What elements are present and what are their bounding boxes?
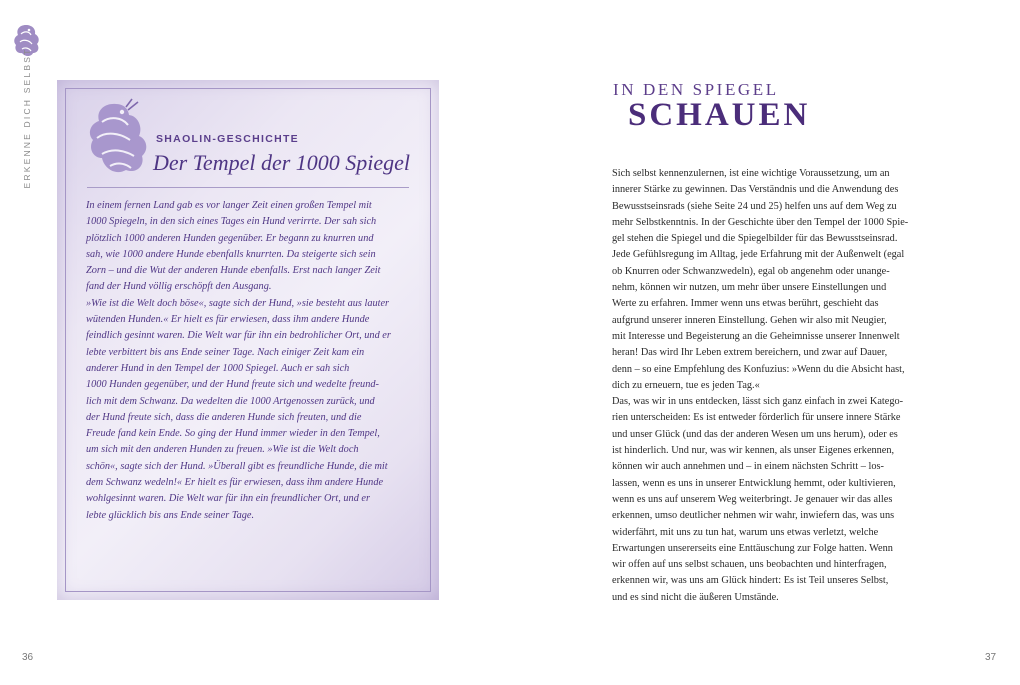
body-line: denn – so eine Empfehlung des Konfuzius: »Wenn du die Absicht hast, — [612, 363, 905, 375]
story-line: fand der Hund völlig erschöpft den Ausgang. — [86, 281, 272, 293]
body-line: und unser Glück (und das der anderen Wesen um uns herum), oder es — [612, 428, 898, 440]
body-line: Jede Gefühlsregung im Alltag, jede Erfahrung mit der Außenwelt (egal — [612, 249, 905, 261]
page-number-right: 37 — [985, 652, 997, 663]
body-line: heran! Das wird Ihr Leben extrem bereichern, und zwar auf Dauer, — [612, 347, 888, 359]
section-heading: SCHAUEN — [628, 97, 811, 133]
story-line: um sich mit den anderen Hunden zu freuen. »Wie ist die Welt doch — [86, 444, 359, 456]
story-line: Freude fand kein Ende. So ging der Hund immer wieder in den Tempel, — [86, 428, 380, 440]
body-line: Das, was wir in uns entdecken, lässt sich ganz einfach in zwei Katego- — [612, 396, 904, 408]
body-line: erkennen, umso deutlicher nehmen wir wahr, inwiefern das, was uns — [612, 510, 895, 522]
story-kicker: SHAOLIN-GESCHICHTE — [156, 133, 299, 145]
story-line: der Hund freute sich, dass die anderen Hunde sich freuten, und die — [86, 411, 362, 423]
body-line: nehm, können wir nutzen, um mehr über unsere Einstellungen und — [612, 282, 887, 294]
body-line: und es sind nicht die äußeren Umstände. — [612, 591, 779, 603]
body-line: Sich selbst kennenzulernen, ist eine wichtige Voraussetzung, um an — [612, 168, 890, 179]
story-line: »Wie ist die Welt doch böse«, sagte sich der Hund, »sie besteht aus lauter — [86, 297, 390, 309]
body-line: wir offen auf uns selbst schauen, uns beobachten und hinterfragen, — [612, 559, 887, 571]
story-line: feindlich gesinnt waren. Die Welt war für ihn ein bedrohlicher Ort, und er — [86, 330, 391, 342]
story-line: 1000 Spiegeln, in den sich eines Tages ein Hund verirrte. Der sah sich — [86, 216, 377, 228]
body-line: lassen, wenn es uns in unserer Entwicklung hemmt, oder kultivieren, — [612, 477, 896, 489]
body-line: aufgrund unserer inneren Einstellung. Gehen wir also mit Neugier, — [612, 314, 887, 326]
body-line: mehr Selbstkenntnis. In der Geschichte über den Tempel der 1000 Spie- — [612, 216, 909, 228]
running-section-label: ERKENNE DICH SELBST — [22, 47, 32, 189]
story-line: wütenden Hunden.« Er hielt es für erwiesen, dass ihm andere Hunde — [86, 314, 370, 326]
page-number-left: 36 — [22, 652, 34, 663]
story-line: In einem fernen Land gab es vor langer Zeit einen großen Tempel mit — [86, 200, 372, 211]
body-line: widerfährt, mit uns zu tun hat, warum uns etwas verletzt, welche — [612, 526, 879, 538]
story-box — [57, 80, 439, 600]
section-heading-kicker: IN DEN SPIEGEL — [613, 80, 779, 99]
dragon-illustration-icon — [82, 98, 152, 184]
body-line: ob Knurren oder Schwanzwedeln), egal ob angenehm oder unange- — [612, 265, 890, 277]
story-text — [86, 198, 412, 524]
body-line: erkennen wir, was uns am Glück hindert: Es ist Teil unseres Selbst, — [612, 575, 889, 587]
story-line: schön«, sagte sich der Hund. »Überall gibt es freundliche Hunde, die mit — [86, 460, 388, 472]
body-line: rien unterscheiden: Es ist entweder förderlich für unsere innere Stärke — [612, 412, 901, 424]
story-line: sah, wie 1000 andere Hunde ebenfalls knurrten. Da steigerte sich sein — [86, 248, 376, 260]
story-title: Der Tempel der 1000 Spiegel — [153, 150, 411, 175]
body-line: ist hinderlich. Und nur, was wir kennen, als unser Eigenes erkennen, — [612, 445, 895, 457]
body-line: Erwartungen unsererseits eine Enttäuschung zur Folge hatten. Wenn — [612, 542, 893, 554]
article-body — [612, 166, 942, 606]
story-line: 1000 Hunden gegenüber, und der Hund freute sich und wedelte freund- — [86, 379, 379, 391]
body-line: mit Interesse und Begeisterung an die Geheimnisse unserer Innenwelt — [612, 330, 900, 342]
story-line: lich mit dem Schwanz. Da wedelten die 1000 Artgenossen zurück, und — [86, 395, 375, 407]
body-line: wenn es uns auf unserem Weg weiterbringt. Je genauer wir das alles — [612, 493, 893, 505]
story-line: plötzlich 1000 anderen Hunden gegenüber. Er begann zu knurren und — [86, 232, 374, 244]
body-line: Bewusstseinsrads (siehe Seite 24 und 25) helfen uns auf dem Weg zu — [612, 200, 897, 212]
story-line: dem Schwanz wedeln!« Er hielt es für erwiesen, dass ihm andere Hunde — [86, 477, 384, 489]
body-line: innerer Stärke zu gewinnen. Das Verständnis und die Anwendung des — [612, 184, 899, 196]
story-line: lebte glücklich bis ans Ende seiner Tage. — [86, 509, 255, 521]
story-line: anderer Hund in den Tempel der 1000 Spiegel. Auch er sah sich — [86, 362, 350, 374]
story-divider — [87, 187, 409, 188]
story-line: wohlgesinnt waren. Die Welt war für ihn ein freundlicher Ort, und er — [86, 493, 371, 505]
story-line: Zorn – und die Wut der anderen Hunde ebenfalls. Erst nach langer Zeit — [86, 265, 381, 277]
story-line: lebte verbittert bis ans Ende seiner Tage. Nach einiger Zeit kam ein — [86, 346, 365, 358]
body-line: können wir auch annehmen und – in einem nächsten Schritt – los- — [612, 461, 884, 473]
body-line: gel stehen die Spiegel und die Spiegelbilder für das Bewusstseinsrad. — [612, 233, 898, 245]
body-line: Werte zu erfahren. Immer wenn uns etwas berührt, geschieht das — [612, 298, 879, 310]
body-line: dich zu erneuern, tue es jeden Tag.« — [612, 379, 760, 391]
